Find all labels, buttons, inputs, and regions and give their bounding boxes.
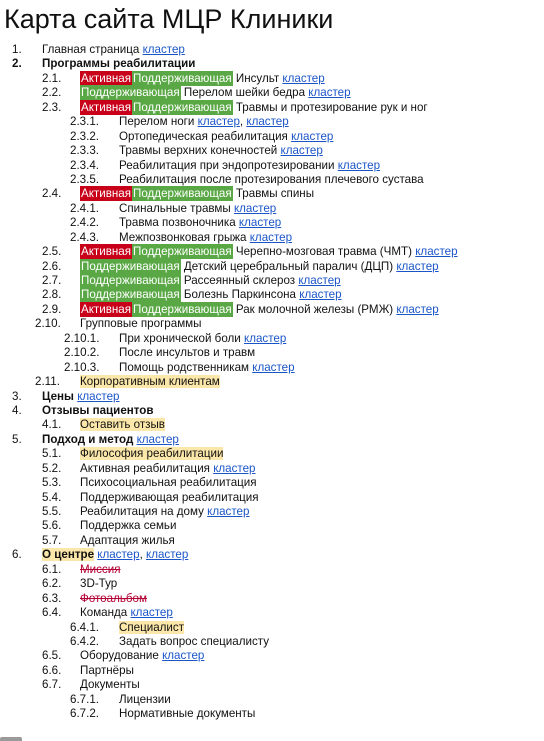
item-content xyxy=(80,491,259,505)
item-number: 6.4.2. xyxy=(70,634,100,648)
item-label[interactable]: Реабилитация после протезирования плечевого сустава xyxy=(119,172,424,186)
item-content: Перелом ноги кластер, кластер xyxy=(119,115,289,129)
sitemap-item xyxy=(0,577,544,591)
item-content xyxy=(42,433,179,447)
cluster-link[interactable]: кластер xyxy=(238,216,282,230)
cluster-link[interactable]: кластер xyxy=(136,432,179,446)
sitemap-item xyxy=(0,101,544,115)
item-number: 4. xyxy=(12,403,22,417)
support-tag: Поддерживающая xyxy=(133,71,232,85)
sitemap-item xyxy=(0,678,544,692)
sitemap-list xyxy=(0,43,544,722)
item-number: 5. xyxy=(12,432,22,446)
item-number: 2.10. xyxy=(35,317,61,331)
sitemap-item xyxy=(0,592,544,606)
sitemap-item xyxy=(0,303,544,317)
sitemap-item xyxy=(0,260,544,274)
item-number: 6.7.1. xyxy=(70,692,100,706)
item-number: 5.1. xyxy=(42,447,62,461)
item-label[interactable]: Философия реабилитации xyxy=(80,447,224,461)
item-label[interactable]: Нормативные документы xyxy=(119,707,256,721)
item-number: 2.11. xyxy=(35,375,60,389)
active-tag: Активная xyxy=(81,187,132,201)
item-content xyxy=(42,43,185,57)
sitemap-item xyxy=(0,202,544,216)
item-label[interactable]: Поддержка семьи xyxy=(80,519,177,533)
item-content xyxy=(119,173,424,187)
item-label[interactable]: Команда xyxy=(80,606,128,620)
item-number: 2.10.1. xyxy=(64,331,100,345)
item-content xyxy=(80,649,204,663)
cluster-link[interactable]: кластер xyxy=(249,230,293,244)
item-label[interactable]: Программы реабилитации xyxy=(42,57,196,71)
item-label[interactable]: Реабилитация при эндопротезировании xyxy=(119,158,335,172)
sitemap-item xyxy=(0,375,544,389)
item-label[interactable]: Партнёры xyxy=(80,663,134,677)
item-content xyxy=(119,332,286,346)
sitemap-item xyxy=(0,534,544,548)
item-content xyxy=(80,577,117,591)
item-label[interactable]: Главная страница xyxy=(42,43,140,56)
item-label[interactable]: Активная реабилитация xyxy=(80,461,210,475)
sitemap-item xyxy=(0,332,544,346)
sitemap-item xyxy=(0,57,544,71)
item-label[interactable]: Поддерживающая реабилитация xyxy=(80,490,259,504)
item-label[interactable]: Травмы верхних конечностей xyxy=(119,144,278,158)
item-label[interactable]: Межпозвонковая грыжа xyxy=(119,230,247,244)
cluster-link[interactable]: кластер xyxy=(97,548,140,562)
item-number: 2.4.3. xyxy=(70,230,100,244)
item-label: Фотоальбом xyxy=(80,591,147,605)
sitemap-item xyxy=(0,476,544,490)
item-number: 5.2. xyxy=(42,461,62,475)
item-number: 6.7.2. xyxy=(70,707,100,721)
sitemap-item xyxy=(0,606,544,620)
support-tag: Поддерживающая xyxy=(133,187,232,201)
item-label[interactable]: Лицензии xyxy=(119,692,171,706)
item-label[interactable]: Адаптация жилья xyxy=(80,533,175,547)
cluster-link[interactable]: кластер xyxy=(162,649,205,663)
item-content xyxy=(119,621,184,635)
item-content xyxy=(119,346,255,360)
item-content xyxy=(80,534,175,548)
item-number: 2. xyxy=(12,57,22,71)
item-label[interactable]: Оборудование xyxy=(80,649,159,663)
item-number: 1. xyxy=(12,43,22,56)
item-content xyxy=(80,563,120,577)
cluster-link[interactable]: кластер xyxy=(308,86,351,100)
sitemap-item xyxy=(0,361,544,375)
cluster-link[interactable]: кластер xyxy=(298,274,341,287)
item-content xyxy=(42,404,154,418)
item-content xyxy=(80,505,249,519)
sitemap-item xyxy=(0,130,544,144)
item-content xyxy=(119,216,281,230)
sitemap-item xyxy=(0,390,544,404)
item-content xyxy=(80,447,223,461)
item-number: 2.5. xyxy=(42,245,62,259)
item-number: 2.6. xyxy=(42,259,62,273)
cluster-link[interactable]: кластер xyxy=(246,115,289,129)
item-content xyxy=(80,245,458,259)
item-content xyxy=(80,462,256,476)
item-content xyxy=(42,390,120,404)
item-label[interactable]: При хронической боли xyxy=(119,331,241,345)
sitemap-item xyxy=(0,404,544,418)
cluster-link[interactable]: кластер xyxy=(280,144,323,158)
active-tag: Активная xyxy=(81,245,132,259)
sitemap-item xyxy=(0,418,544,432)
item-content xyxy=(80,664,134,678)
item-number: 6.6. xyxy=(42,663,62,677)
item-label[interactable]: Детский церебральный паралич (ДЦП) xyxy=(183,259,394,273)
cluster-link[interactable]: кластер xyxy=(282,71,325,85)
item-number: 6.4. xyxy=(42,606,62,620)
item-number: 5.4. xyxy=(42,490,62,504)
item-number: 2.4. xyxy=(42,187,62,201)
item-content xyxy=(80,418,165,432)
item-content xyxy=(80,72,325,86)
item-label[interactable]: Документы xyxy=(80,678,140,692)
item-number: 2.3.4. xyxy=(70,158,100,172)
cluster-link[interactable]: кластер xyxy=(291,129,334,143)
cluster-link[interactable]: кластер xyxy=(233,201,277,215)
item-label[interactable]: Задать вопрос специалисту xyxy=(119,634,270,648)
item-label[interactable]: После инсультов и травм xyxy=(119,346,256,360)
sitemap-item xyxy=(0,144,544,158)
cluster-link[interactable]: кластер xyxy=(337,158,381,172)
item-label[interactable]: О центре xyxy=(42,548,95,562)
sitemap-item xyxy=(0,187,544,201)
item-number: 2.3.1. xyxy=(70,115,100,129)
item-number: 6.5. xyxy=(42,649,62,663)
item-number: 6.2. xyxy=(42,577,62,591)
item-content xyxy=(80,592,147,606)
item-number: 2.4.1. xyxy=(70,201,100,215)
cluster-link[interactable]: кластер xyxy=(244,331,287,345)
sitemap-item xyxy=(0,491,544,505)
item-number: 6. xyxy=(12,548,22,562)
sitemap-item xyxy=(0,433,544,447)
cluster-link[interactable]: кластер xyxy=(146,548,189,562)
item-content: О центре кластер, кластер xyxy=(42,548,189,562)
item-content xyxy=(80,606,173,620)
sitemap-item xyxy=(0,43,544,57)
item-label[interactable]: Рак молочной железы (РМЖ) xyxy=(235,302,394,316)
item-content xyxy=(80,86,351,100)
support-tag: Поддерживающая xyxy=(81,274,180,287)
sitemap-item xyxy=(0,707,544,721)
item-label[interactable]: 3D-Тур xyxy=(80,577,118,591)
item-label[interactable]: Спинальные травмы xyxy=(119,201,231,215)
cluster-link[interactable]: кластер xyxy=(415,245,458,259)
sitemap-item xyxy=(0,693,544,707)
support-tag: Поддерживающая xyxy=(81,259,180,273)
sitemap-item xyxy=(0,245,544,259)
item-label[interactable]: Реабилитация на дому xyxy=(80,505,204,518)
sitemap-item xyxy=(0,115,544,129)
sitemap-item xyxy=(0,231,544,245)
item-label[interactable]: Помощь родственникам xyxy=(119,360,250,374)
item-content xyxy=(80,317,201,331)
sitemap-item xyxy=(0,505,544,519)
item-number: 5.3. xyxy=(42,476,62,490)
item-number: 2.3.5. xyxy=(70,172,100,186)
item-content xyxy=(80,519,176,533)
support-tag: Поддерживающая xyxy=(133,302,232,316)
cluster-link[interactable]: кластер xyxy=(396,302,439,316)
item-content xyxy=(80,476,257,490)
item-number: 2.10.2. xyxy=(64,346,100,360)
item-number: 2.1. xyxy=(42,71,62,85)
item-number: 2.2. xyxy=(42,86,62,100)
support-tag: Поддерживающая xyxy=(133,245,232,259)
cluster-link[interactable]: кластер xyxy=(299,288,342,302)
sitemap-item xyxy=(0,563,544,577)
item-number: 5.6. xyxy=(42,519,62,533)
sitemap-item xyxy=(0,649,544,663)
item-label[interactable]: Отзывы пациентов xyxy=(42,403,154,417)
item-label[interactable]: Корпоративным клиентам xyxy=(80,375,220,389)
sitemap-item xyxy=(0,346,544,360)
item-number: 3. xyxy=(12,389,22,403)
sitemap-item xyxy=(0,216,544,230)
item-content xyxy=(119,202,276,216)
cluster-link[interactable]: кластер xyxy=(396,259,439,273)
item-content xyxy=(119,635,269,649)
item-label[interactable]: Травма позвоночника xyxy=(119,216,236,230)
item-label[interactable]: Травмы спины xyxy=(235,187,315,201)
item-content xyxy=(119,361,295,375)
page-title: Карта сайта МЦР Клиники xyxy=(4,4,334,34)
item-content xyxy=(80,101,428,115)
sitemap-item xyxy=(0,159,544,173)
item-number: 4.1. xyxy=(42,418,62,432)
sitemap-item xyxy=(0,664,544,678)
active-tag: Активная xyxy=(81,100,132,114)
item-number: 6.7. xyxy=(42,678,62,692)
item-label[interactable]: Специалист xyxy=(119,620,185,634)
item-content xyxy=(80,678,140,692)
item-label[interactable]: Групповые программы xyxy=(80,317,202,331)
sitemap-item xyxy=(0,274,544,288)
item-number: 6.3. xyxy=(42,591,62,605)
item-label[interactable]: Психосоциальная реабилитация xyxy=(80,476,257,490)
item-content xyxy=(119,130,333,144)
item-number: 2.3.2. xyxy=(70,129,100,143)
cluster-link[interactable]: кластер xyxy=(252,360,295,374)
item-label[interactable]: Цены xyxy=(42,389,74,403)
item-number: 2.4.2. xyxy=(70,216,100,230)
item-number: 6.1. xyxy=(42,562,62,576)
sitemap-item xyxy=(0,519,544,533)
item-label[interactable]: Подход и метод xyxy=(42,432,134,446)
item-content xyxy=(119,159,380,173)
item-label[interactable]: Перелом ноги xyxy=(119,115,195,129)
sitemap-item xyxy=(0,462,544,476)
active-tag: Активная xyxy=(81,71,132,85)
item-number: 2.3. xyxy=(42,100,62,114)
cluster-link[interactable]: кластер xyxy=(142,43,185,56)
sitemap-item xyxy=(0,86,544,100)
item-label[interactable]: Оставить отзыв xyxy=(80,418,165,432)
cluster-link[interactable]: кластер xyxy=(130,606,173,620)
item-label[interactable]: Инсульт xyxy=(235,71,280,85)
item-number: 2.7. xyxy=(42,274,62,287)
sitemap-item xyxy=(0,72,544,86)
support-tag: Поддерживающая xyxy=(81,86,180,100)
item-number: 6.4.1. xyxy=(70,620,100,634)
active-tag: Активная xyxy=(81,302,132,316)
item-content xyxy=(80,303,439,317)
item-label[interactable]: Травмы и протезирование рук и ног xyxy=(235,100,428,114)
item-number: 2.8. xyxy=(42,288,62,302)
item-number: 2.10.3. xyxy=(64,360,100,374)
item-content xyxy=(119,707,255,721)
support-tag: Поддерживающая xyxy=(133,100,232,114)
sitemap-item xyxy=(0,317,544,331)
item-label: Миссия xyxy=(80,562,121,576)
item-content xyxy=(119,144,323,158)
cluster-link[interactable]: кластер xyxy=(77,389,120,403)
item-number: 5.5. xyxy=(42,505,62,518)
item-content xyxy=(80,288,342,302)
item-number: 5.7. xyxy=(42,533,62,547)
item-content xyxy=(80,187,314,201)
sitemap-item xyxy=(0,173,544,187)
item-number: 2.3.3. xyxy=(70,144,100,158)
item-content xyxy=(42,57,195,71)
item-content xyxy=(80,260,439,274)
item-content xyxy=(119,231,292,245)
item-content xyxy=(80,274,341,288)
sitemap-item xyxy=(0,447,544,461)
cluster-link[interactable]: кластер xyxy=(213,461,256,475)
item-number: 2.9. xyxy=(42,302,62,316)
item-label[interactable]: Ортопедическая реабилитация xyxy=(119,129,288,143)
sitemap-item xyxy=(0,621,544,635)
cluster-link[interactable]: кластер xyxy=(197,115,240,129)
support-tag: Поддерживающая xyxy=(81,288,180,302)
item-label[interactable]: Черепно-мозговая травма (ЧМТ) xyxy=(235,245,412,259)
item-label[interactable]: Перелом шейки бедра xyxy=(183,86,306,100)
item-label[interactable]: Болезнь Паркинсона xyxy=(183,288,297,302)
item-label[interactable]: Рассеянный склероз xyxy=(183,274,296,287)
cluster-link[interactable]: кластер xyxy=(207,505,250,518)
sitemap-item xyxy=(0,288,544,302)
item-content xyxy=(119,693,171,707)
horizontal-scrollbar[interactable] xyxy=(0,737,22,741)
sitemap-item xyxy=(0,635,544,649)
item-content xyxy=(80,375,220,389)
sitemap-item xyxy=(0,548,544,562)
